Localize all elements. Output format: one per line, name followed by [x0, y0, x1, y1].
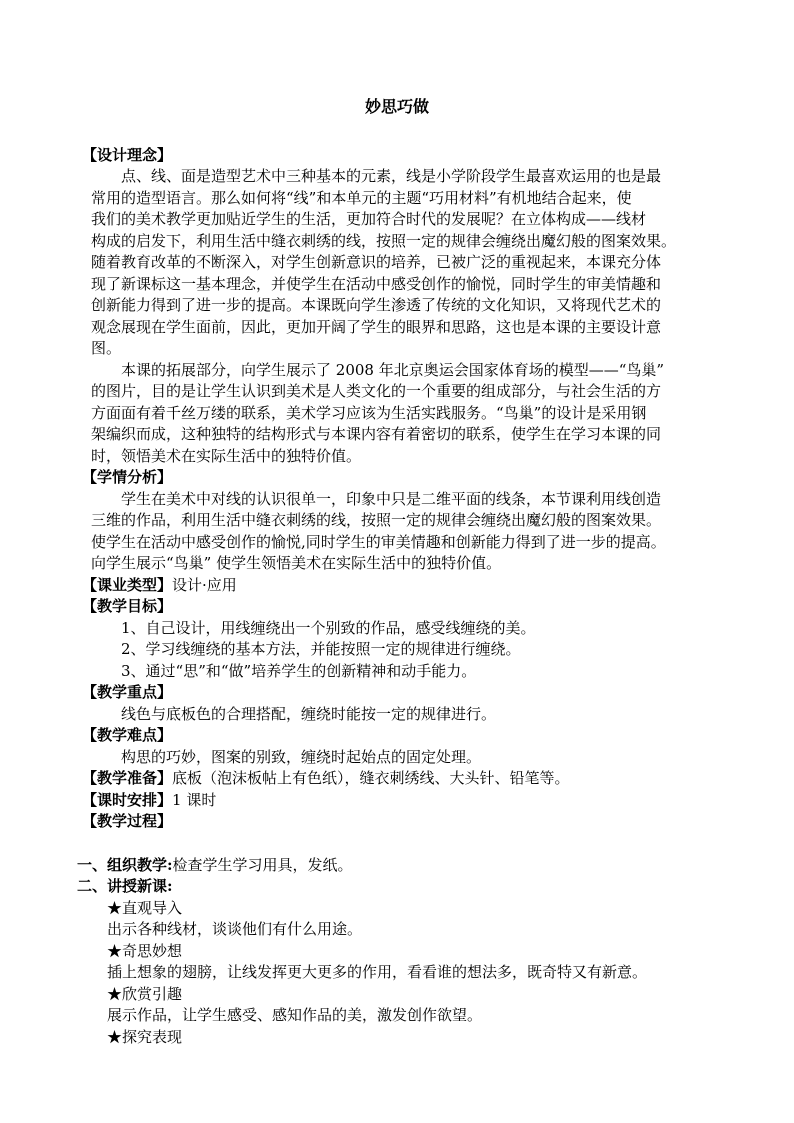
- key-points-text: 线色与底板色的合理搭配，缠绕时能按一定的规律进行。: [121, 705, 497, 723]
- paragraph-line: 三维的作品，利用生活中缝衣刺绣的线，按照一定的规律会缠绕出魔幻般的图案效果。: [91, 511, 662, 529]
- paragraph-line: 本课的拓展部分，向学生展示了 2008 年北京奥运会国家体育场的模型——“鸟巢”: [121, 361, 665, 379]
- paragraph-line: 图。: [91, 339, 122, 357]
- paragraph-line: 方面面有着千丝万缕的联系，美术学习应该为生活实践服务。“鸟巢”的设计是采用钢: [91, 404, 647, 422]
- goal-item: 2、学习线缠绕的基本方法，并能按照一定的规律进行缠绕。: [121, 640, 521, 658]
- difficulties-text: 构思的巧妙，图案的别致，缠绕时起始点的固定处理。: [121, 748, 482, 766]
- process-step-2-label: 二、讲授新课:: [77, 877, 173, 895]
- paragraph-line: 时，领悟美术在实际生活中的独特价值。: [91, 447, 362, 465]
- paragraph-line: 向学生展示“鸟巢” 使学生领悟美术在实际生活中的独特价值。: [91, 554, 502, 572]
- step-item-body: 插上想象的翅膀，让线发挥更大更多的作用，看看谁的想法多，既奇特又有新意。: [107, 963, 648, 981]
- paragraph-line: 观念展现在学生面前，因此，更加开阔了学生的眼界和思路，这也是本课的主要设计意: [91, 318, 662, 336]
- heading-design-concept: 【设计理念】: [82, 146, 173, 164]
- step-item-heading: ★奇思妙想: [107, 942, 183, 960]
- step-item-heading: ★直观导入: [107, 899, 183, 917]
- heading-key-points: 【教学重点】: [82, 683, 173, 701]
- paragraph-line: 学生在美术中对线的认识很单一，印象中只是二维平面的线条，本节课利用线创造: [121, 490, 662, 508]
- step-item-body: 出示各种线材，谈谈他们有什么用途。: [107, 920, 363, 938]
- step-1-text: 检查学生学习用具，发纸。: [172, 856, 353, 874]
- paragraph-line: 构成的启发下，利用生活中缝衣刺绣的线，按照一定的规律会缠绕出魔幻般的图案效果。: [91, 232, 677, 250]
- heading-teaching-process: 【教学过程】: [82, 812, 173, 830]
- row-schedule: [82, 790, 216, 810]
- preparation-value: 底板（泡沫板帖上有色纸），缝衣刺绣线、大头针、铅笔等。: [172, 769, 570, 787]
- paragraph-line: 架编织而成，这种独特的结构形式与本课内容有着密切的联系，使学生在学习本课的同: [91, 425, 662, 443]
- row-lesson-type: [82, 575, 237, 595]
- heading-teaching-goals: 【教学目标】: [82, 597, 173, 615]
- paragraph-line: 常用的造型语言。那么如何将“线”和本单元的主题“巧用材料”有机地结合起来，使: [91, 189, 632, 207]
- step-item-heading: ★探究表现: [107, 1028, 183, 1046]
- heading-schedule: 【课时安排】: [82, 791, 173, 809]
- step-item-body: 展示作品，让学生感受、感知作品的美，激发创作欲望。: [107, 1006, 483, 1024]
- paragraph-line: 现了新课标这一基本理念，并使学生在活动中感受创作的愉悦，同时学生的审美情趣和: [91, 275, 662, 293]
- step-1-label: 一、组织教学:: [77, 856, 173, 874]
- paragraph-line: 我们的美术教学更加贴近学生的生活，更加符合时代的发展呢？在立体构成——线材: [91, 210, 647, 228]
- paragraph-line: 点、线、面是造型艺术中三种基本的元素，线是小学阶段学生最喜欢运用的也是最: [121, 167, 662, 185]
- heading-difficulties: 【教学难点】: [82, 726, 173, 744]
- step-item-heading: ★欣赏引趣: [107, 985, 183, 1003]
- schedule-value: 1 课时: [172, 791, 217, 809]
- paragraph-line: 的图片，目的是让学生认识到美术是人类文化的一个重要的组成部分，与社会生活的方: [91, 382, 662, 400]
- goal-item: 1、自己设计，用线缠绕出一个别致的作品，感受线缠绕的美。: [121, 619, 536, 637]
- heading-learner-analysis: 【学情分析】: [82, 468, 173, 486]
- paragraph-line: 随着教育改革的不断深入，对学生创新意识的培养，已被广泛的重视起来，本课充分体: [91, 253, 662, 271]
- lesson-type-value: 设计·应用: [172, 576, 237, 594]
- heading-lesson-type: 【课业类型】: [82, 576, 173, 594]
- document-title: 妙思巧做: [364, 97, 429, 116]
- paragraph-line: 创新能力得到了进一步的提高。本课既向学生渗透了传统的文化知识，又将现代艺术的: [91, 296, 662, 314]
- process-step-1: [77, 855, 353, 875]
- heading-preparation: 【教学准备】: [82, 769, 173, 787]
- paragraph-line: 使学生在活动中感受创作的愉悦,同时学生的审美情趣和创新能力得到了进一步的提高。: [91, 533, 666, 551]
- row-preparation: [82, 768, 570, 788]
- goal-item: 3、通过“思”和“做”培养学生的创新精神和动手能力。: [121, 662, 477, 680]
